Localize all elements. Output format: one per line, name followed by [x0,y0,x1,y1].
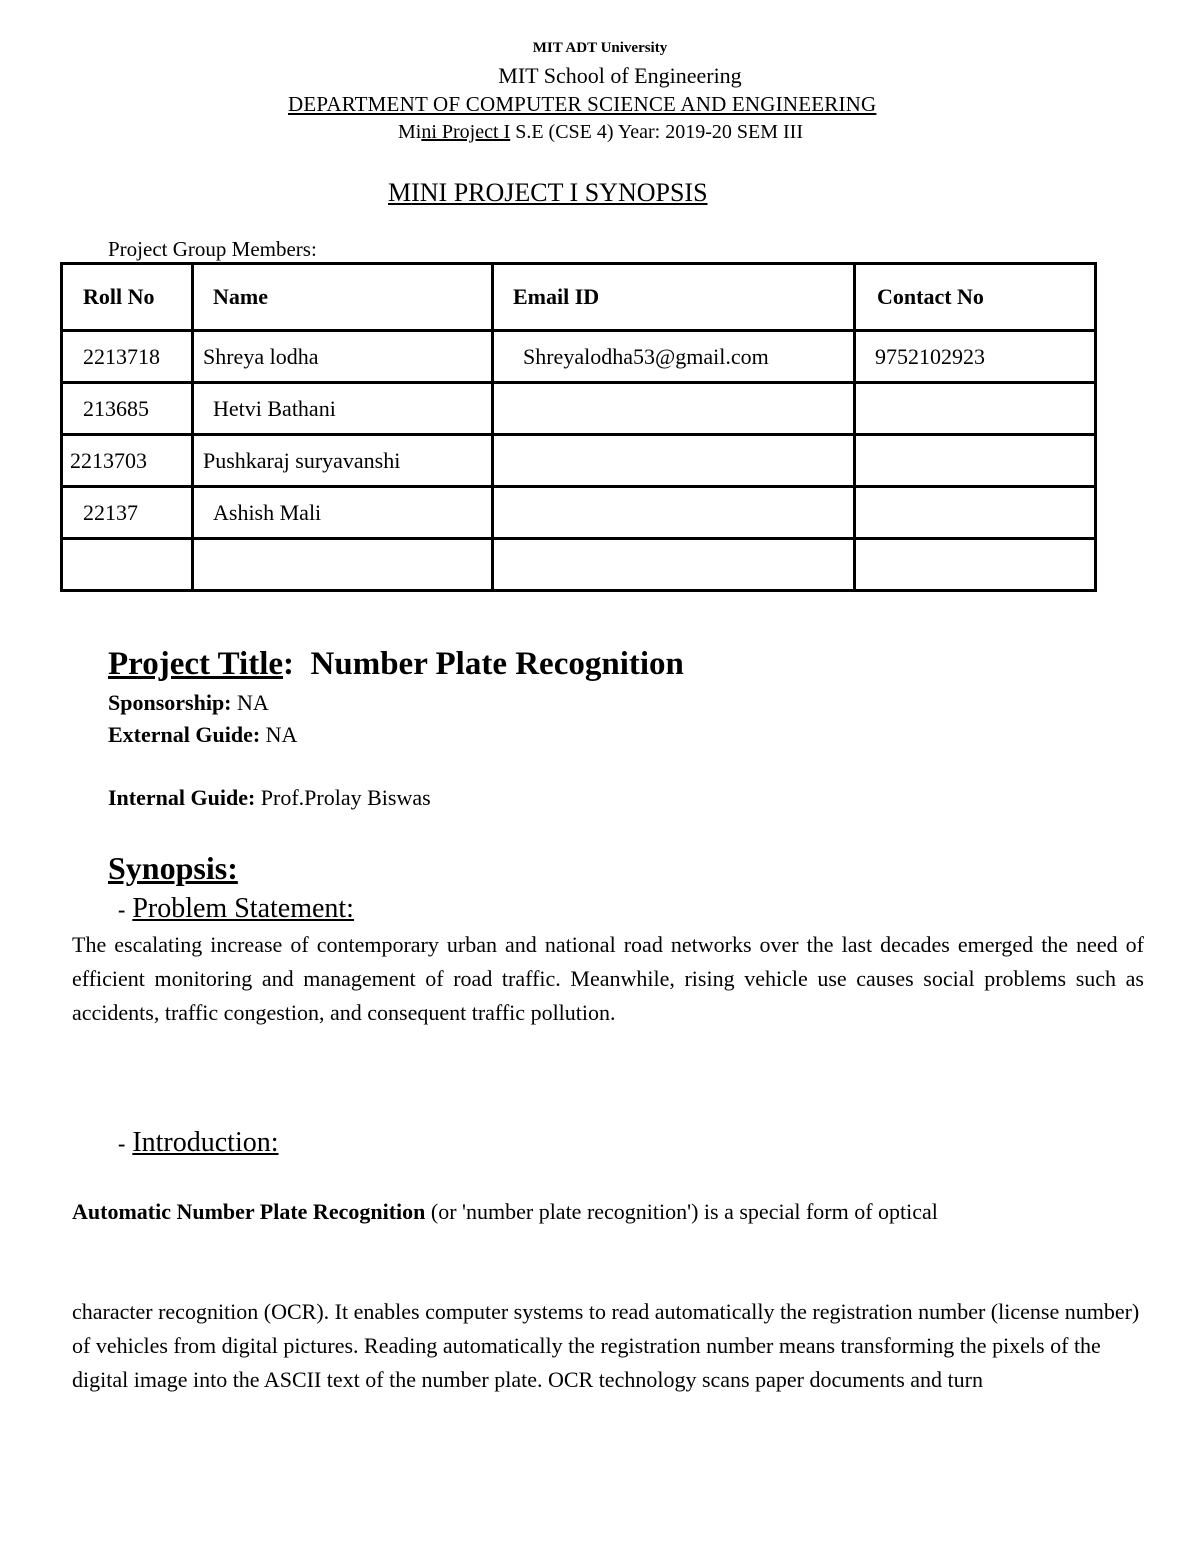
internal-guide-value: Prof.Prolay Biswas [260,785,431,810]
department-name: DEPARTMENT OF COMPUTER SCIENCE AND ENGINEERING [288,92,877,116]
cell-email [493,487,855,539]
course-prefix: Mi [398,121,422,143]
header-roll-no: Roll No [62,264,193,331]
intro-rest: (or 'number plate recognition') is a special form of optical [425,1199,938,1224]
introduction-paragraph-2: character recognition (OCR). It enables computer systems to read automatically the registration number (license number) of vehicles from digital pictures. Reading automatically the registration number means transforming the pixels of the digital image into the ASCII text of the number plate. OCR technology scans paper documents and turn [72,1299,1140,1392]
members-table [60,262,1097,592]
cell-contact [855,487,1096,539]
document-title [388,178,708,208]
intro-bold-term: Automatic Number Plate Recognition [72,1199,426,1224]
problem-statement-heading [118,893,354,925]
sponsorship-label: Sponsorship: [108,690,232,715]
school-name: MIT School of Engineering [498,63,742,88]
university-name: MIT ADT University [532,40,668,56]
course-name: ni Project I [421,121,511,143]
cell-roll-no: 213685 [62,383,193,435]
cell-roll-no [62,539,193,591]
external-guide-value: NA [265,722,298,747]
document-title-main: INI PROJECT I SYNOPSIS [411,178,708,207]
external-guide-label: External Guide: [108,722,261,747]
project-title-value: Number Plate Recognition [310,646,684,682]
cell-contact: 9752102923 [855,331,1096,383]
cell-email [493,539,855,591]
project-title: Project Title: Number Plate Recognition [108,646,684,682]
bullet-dash-icon: - [118,897,126,922]
table-row [62,331,1096,383]
project-title-label: Project Title [108,646,284,682]
header-email: Email ID [493,264,855,331]
header-name: Name [193,264,493,331]
cell-name: Shreya lodha [193,331,493,383]
table-row [62,539,1096,591]
cell-name: Pushkaraj suryavanshi [193,435,493,487]
cell-contact [855,383,1096,435]
introduction-heading [118,1127,279,1159]
group-members-label: Project Group Members: [108,237,317,261]
internal-guide-label: Internal Guide: [108,785,256,810]
course-year-line [398,121,803,144]
problem-statement-title: Problem Statement: [132,893,354,924]
cell-contact [855,539,1096,591]
introduction-title: Introduction: [132,1127,279,1158]
cell-roll-no: 2213703 [62,435,193,487]
header-contact: Contact No [855,264,1096,331]
synopsis-heading: Synopsis: [108,850,238,886]
cell-email: Shreyalodha53@gmail.com [493,331,855,383]
external-guide-line [108,722,297,748]
document-title-prefix: M [388,178,412,207]
introduction-paragraph-1 [72,1195,1092,1229]
problem-statement-text: The escalating increase of contemporary urban and national road networks over the last decades emerged the need of efficient monitoring and management of road traffic. Meanwhile, rising vehicle use causes social problems such as accidents, traffic congestion, and consequent traffic pollution. [72,932,1144,1025]
cell-contact [855,435,1096,487]
table-header-row [62,264,1096,331]
cell-roll-no: 2213718 [62,331,193,383]
cell-email [493,383,855,435]
sponsorship-value: NA [237,690,269,715]
cell-name: Ashish Mali [193,487,493,539]
table-row [62,487,1096,539]
table-row [62,435,1096,487]
table-row [62,383,1096,435]
cell-name [193,539,493,591]
cell-name: Hetvi Bathani [193,383,493,435]
bullet-dash-icon: - [118,1131,126,1156]
course-year: S.E (CSE 4) Year: 2019-20 SEM III [510,121,803,143]
cell-email [493,435,855,487]
sponsorship-line [108,690,269,716]
internal-guide-line [108,785,431,811]
cell-roll-no: 22137 [62,487,193,539]
